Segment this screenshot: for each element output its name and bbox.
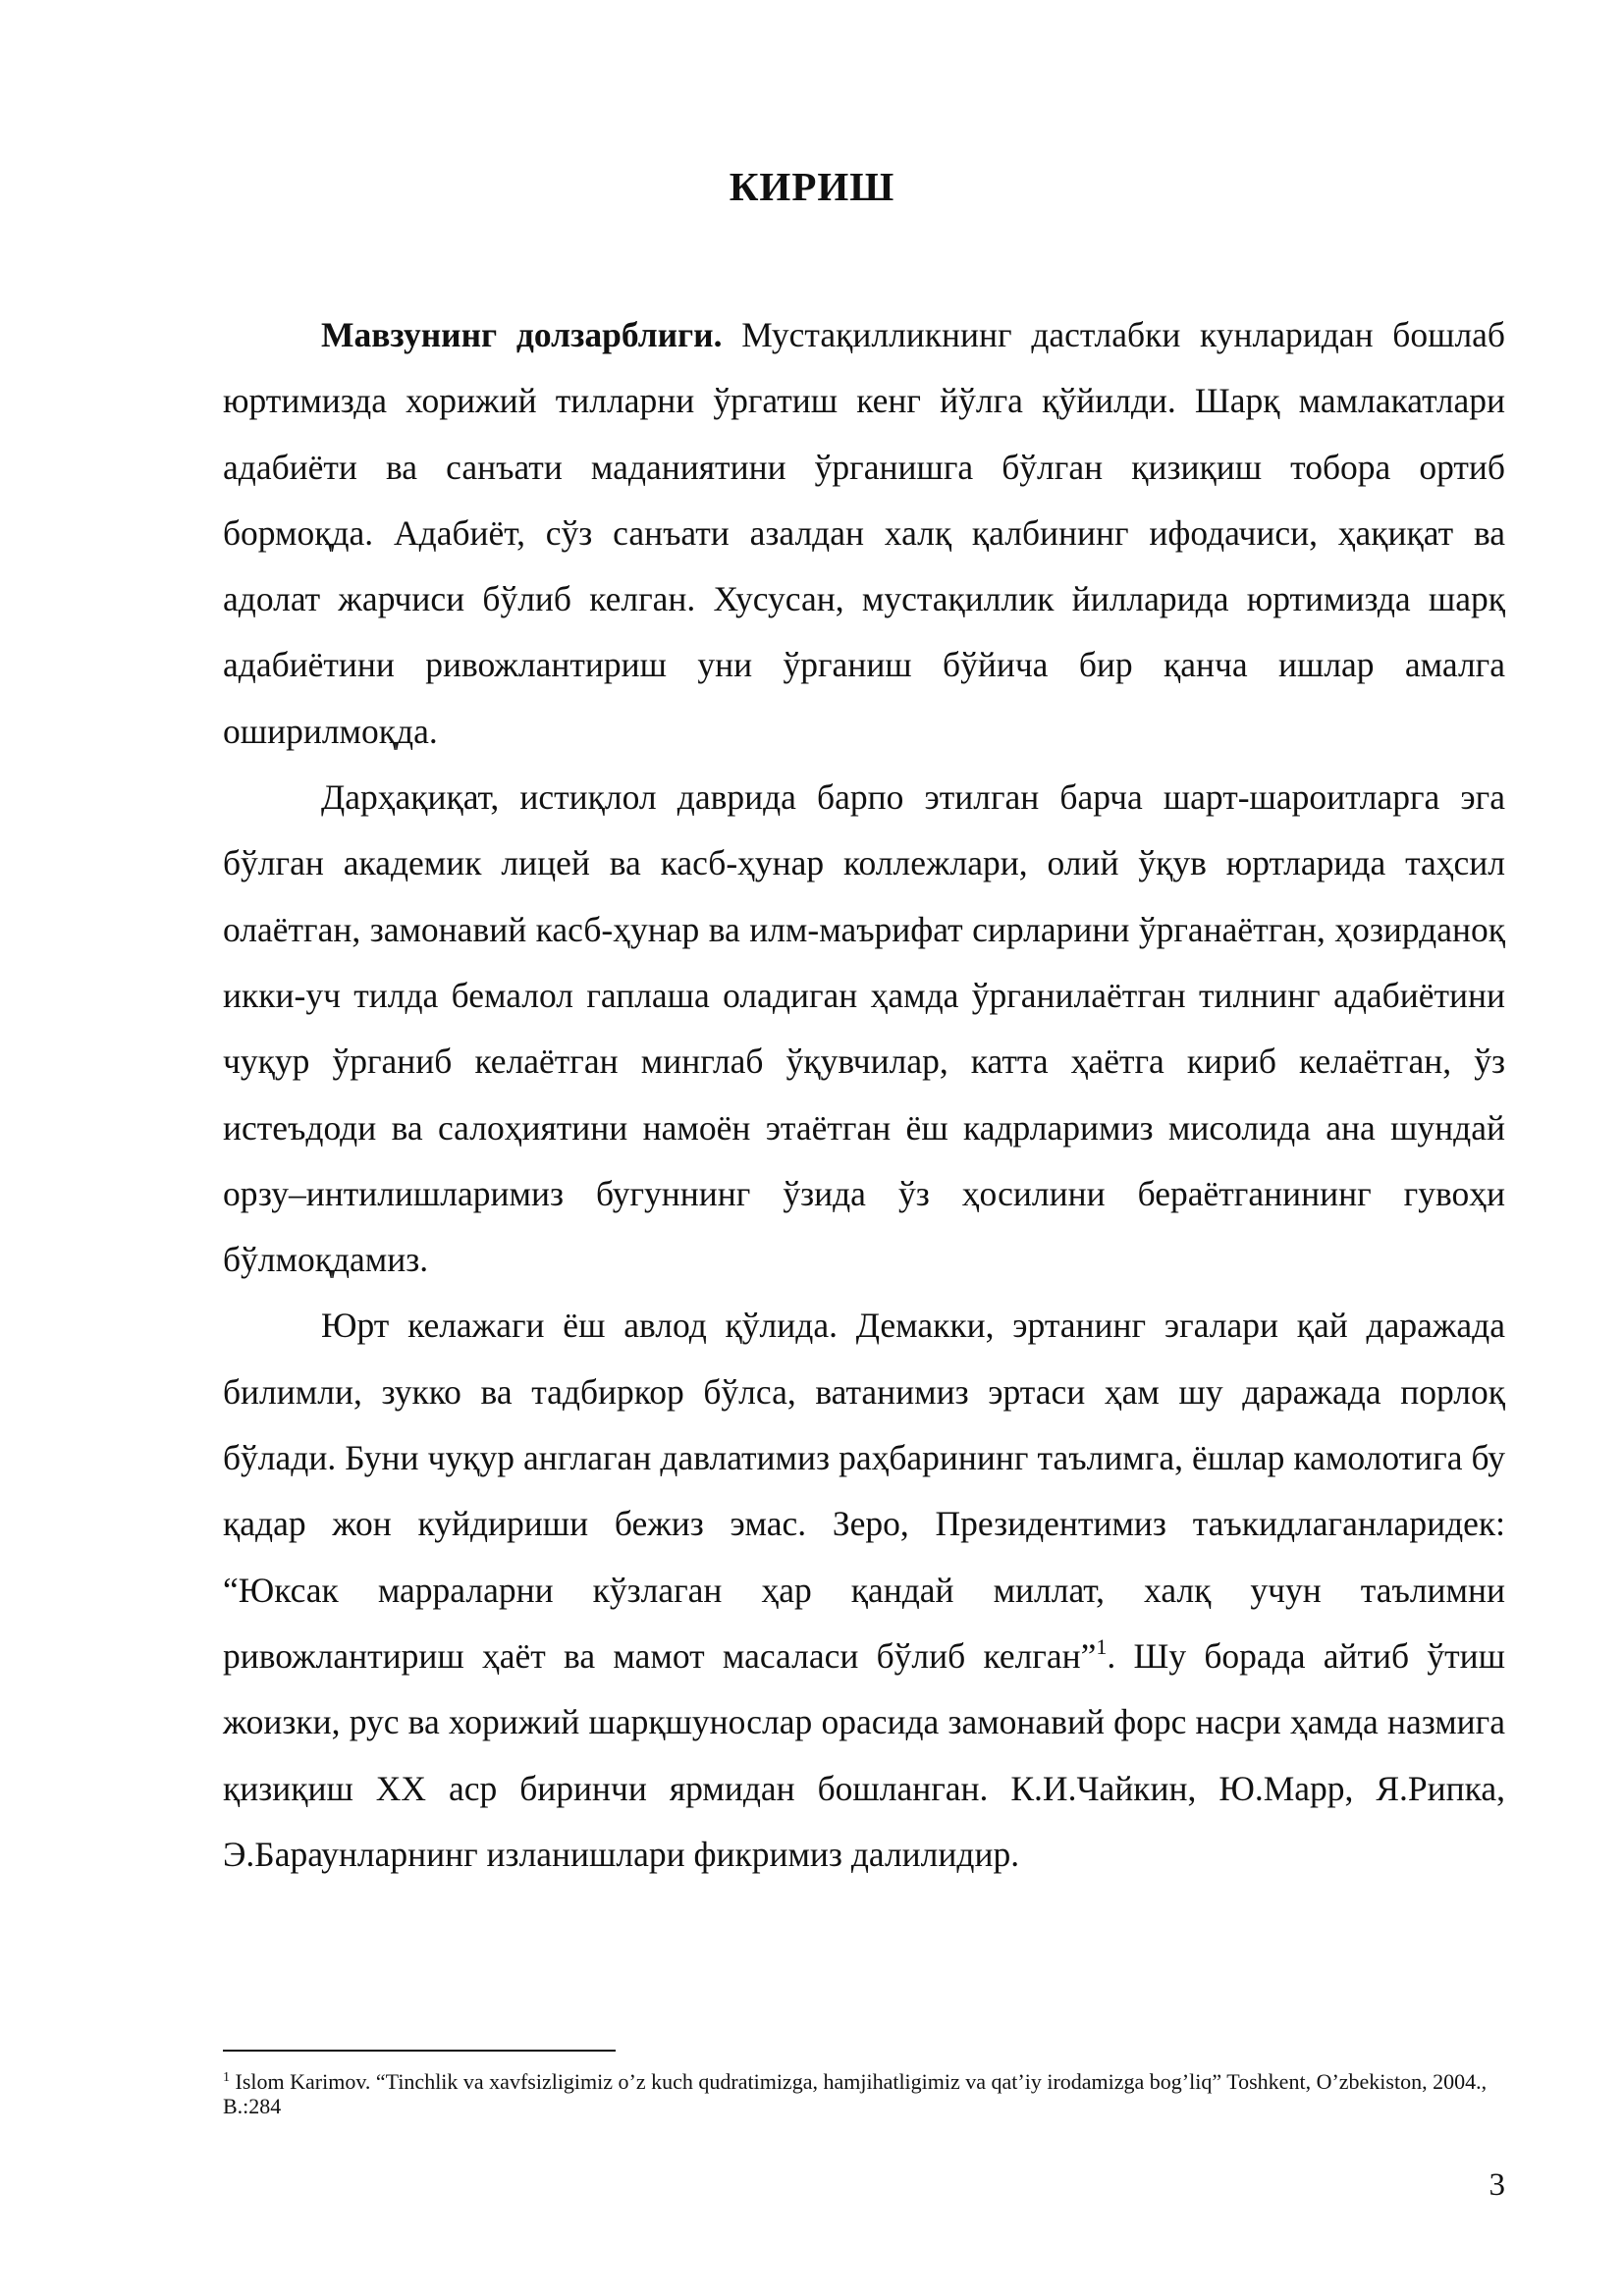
paragraph-text: . Шу борада айтиб ўтиш жоизки, рус ва хорижий шарқшунослар орасида замонавий форс насри ҳамда назмига қизиқиш ХХ аср биринчи ярмидан бошланган. К.И.Чайкин, Ю.Марр, Я.Рипка, Э.Бараунларнинг изланишлари фикримиз далилидир. [223,1635,1505,1874]
body-text [223,302,1505,1888]
paragraph-relevance [223,302,1505,765]
paragraph-independence: Дарҳақиқат, истиқлол даврида барпо этилган барча шарт-шароитларга эга бўлган академик лицей ва касб-ҳунар коллежлари, олий ўқув юртларида таҳсил олаётган, замонавий касб-ҳунар ва илм-маърифат сирларини ўрганаётган, ҳозирданоқ икки-уч тилда бемалол гаплаша оладиган ҳамда ўрганилаётган тилнинг адабиётини чуқур ўрганиб келаётган минглаб ўқувчилар, катта ҳаётга кириб келаётган, ўз истеъдоди ва салоҳиятини намоён этаётган ёш кадрларимиз мисолида ана шундай орзу–интилишларимиз бугуннинг ўзида ўз ҳосилини бераётганининг гувоҳи бўлмоқдамиз. [223,777,1505,1280]
paragraph-text: Мустақилликнинг дастлабки кунларидан бошлаб юртимизда хорижий тилларни ўргатиш кенг йўлга қўйилди. Шарқ мамлакатлари адабиёти ва санъати маданиятини ўрганишга бўлган қизиқиш тобора ортиб бормоқда. Адабиёт, сўз санъати азалдан халқ қалбининг ифодачиси, ҳақиқат ва адолат жарчиси бўлиб келган. Хусусан, мустақиллик йилларида юртимизда шарқ адабиётини ривожлантириш уни ўрганиш бўйича бир қанча ишлар амалга оширилмоқда. [223,315,1505,751]
page-title: КИРИШ [729,164,895,209]
footnote-number: 1 [223,2070,230,2085]
paragraph-future [223,1293,1505,1888]
footnote-divider [223,2050,616,2052]
footnote-reference[interactable]: 1 [1096,1633,1108,1659]
footnote-text: Islom Karimov. “Tinchlik va xavfsizligimiz o’z kuch qudratimizga, hamjihatligimiz va qat’iy irodamizga bog’liq” Toshkent, O’zbekiston, 2004., B.:284 [223,2069,1488,2118]
section-lead: Мавзунинг долзарблиги. [321,315,723,354]
paragraph-text: Юрт келажаги ёш авлод қўлида. Демакки, эртанинг эгалари қай даражада билимли, зукко ва тадбиркор бўлса, ватанимиз эртаси ҳам шу даражада порлоқ бўлади. Буни чуқур англаган давлатимиз раҳбарининг таълимга, ёшлар камолотига бу қадар жон куйдириши бежиз эмас. Зеро, Президентимиз таъкидлаганларидек: “Юксак марраларни кўзлаган ҳар қандай миллат, халқ учун таълимни ривожлантириш ҳаёт ва мамот масаласи бўлиб келган” [223,1306,1505,1676]
page-number: 3 [1489,2167,1505,2203]
footnote [223,2069,1505,2118]
